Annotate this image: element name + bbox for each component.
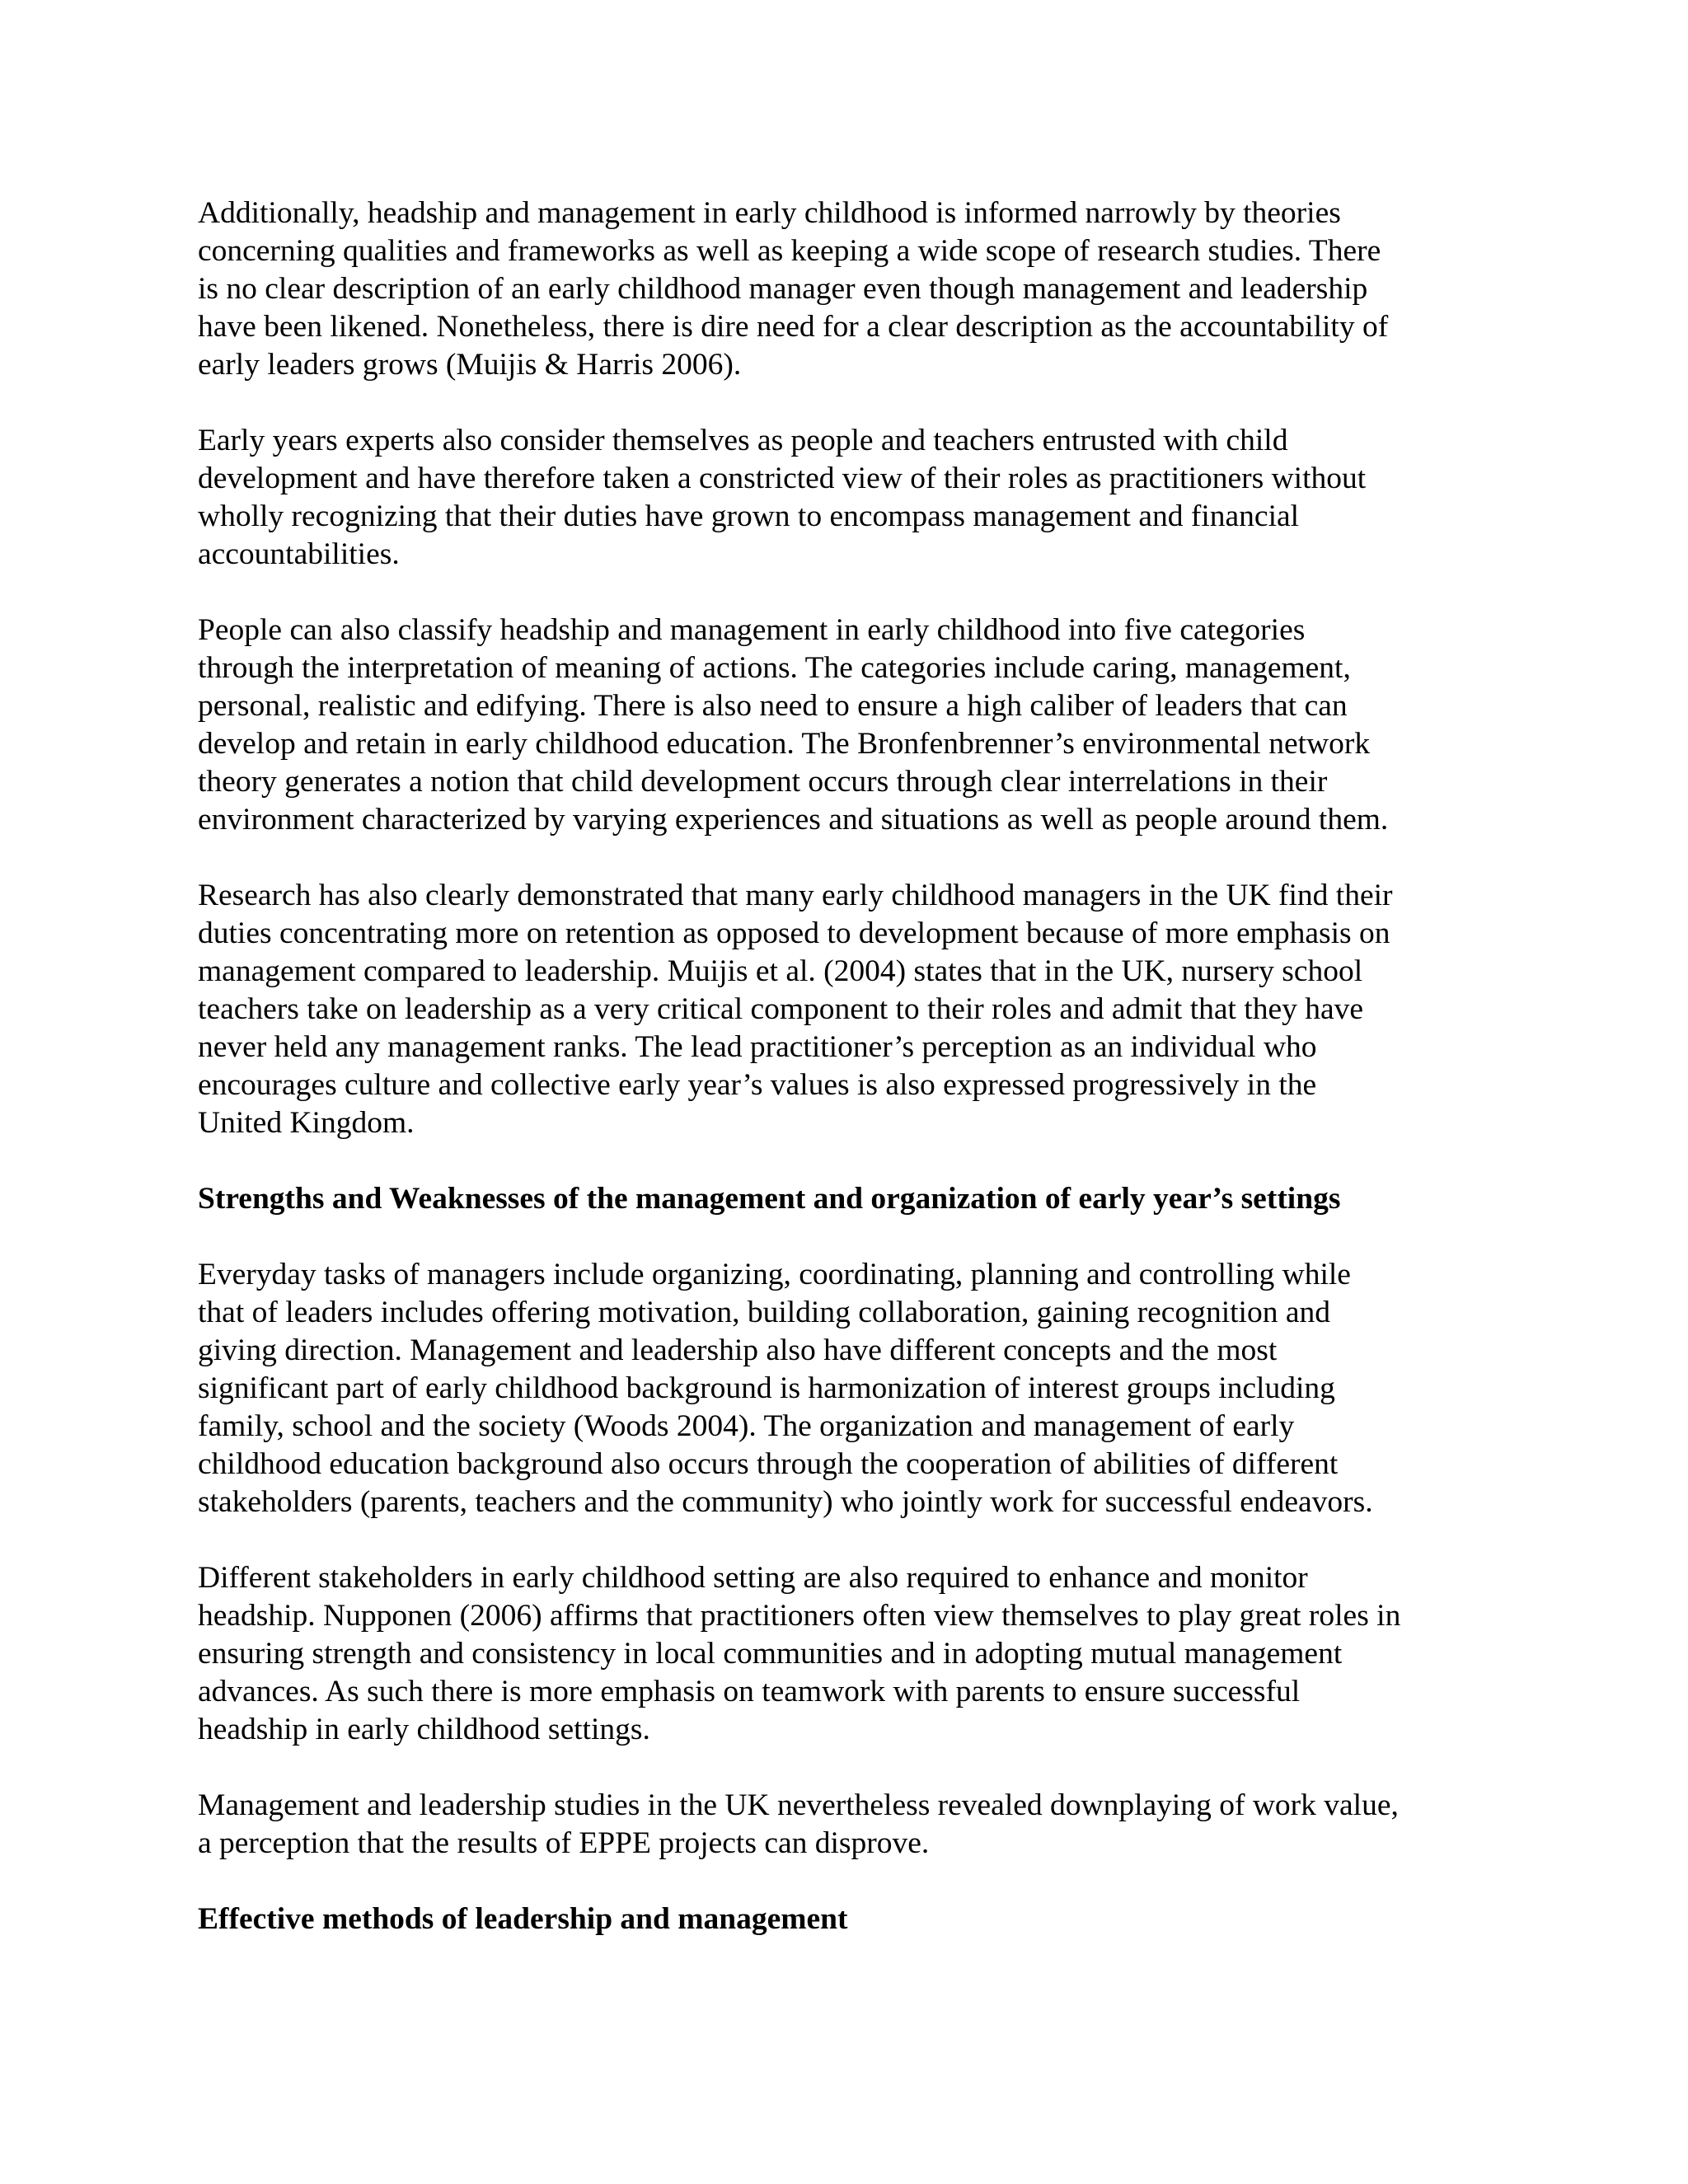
text-line: headship. Nupponen (2006) affirms that practitioners often view themselves to play great roles in	[198, 1599, 1401, 1633]
text-line: United Kingdom.	[198, 1106, 415, 1140]
text-line: Early years experts also consider themselves as people and teachers entrusted with child	[198, 424, 1288, 457]
text-line: develop and retain in early childhood education. The Bronfenbrenner’s environmental network	[198, 727, 1371, 761]
paragraph-headship-theories	[198, 194, 1517, 384]
text-line: ensuring strength and consistency in local communities and in adopting mutual management	[198, 1637, 1343, 1671]
text-line: theory generates a notion that child development occurs through clear interrelations in their	[198, 765, 1328, 799]
text-line: environment characterized by varying experiences and situations as well as people around them.	[198, 803, 1389, 837]
text-line: Management and leadership studies in the UK nevertheless revealed downplaying of work value,	[198, 1788, 1399, 1822]
paragraph-uk-studies	[198, 1787, 1517, 1863]
paragraph-five-categories	[198, 612, 1517, 839]
text-line: giving direction. Management and leadership also have different concepts and the most	[198, 1333, 1278, 1367]
text-line: through the interpretation of meaning of actions. The categories include caring, management,	[198, 651, 1351, 685]
text-line: early leaders grows (Muijis & Harris 2006).	[198, 348, 742, 382]
text-line: development and have therefore taken a constricted view of their roles as practitioners without	[198, 462, 1367, 495]
paragraph-research-uk	[198, 877, 1517, 1142]
text-line: concerning qualities and frameworks as well as keeping a wide scope of research studies. There	[198, 234, 1381, 268]
text-line: encourages culture and collective early year’s values is also expressed progressively in the	[198, 1068, 1317, 1102]
text-line: stakeholders (parents, teachers and the community) who jointly work for successful endeavors.	[198, 1485, 1373, 1519]
paragraph-early-years-experts	[198, 422, 1517, 574]
text-line: management compared to leadership. Muijis et al. (2004) states that in the UK, nursery school	[198, 954, 1363, 988]
paragraph-stakeholders	[198, 1559, 1517, 1749]
text-line: Additionally, headship and management in early childhood is informed narrowly by theories	[198, 196, 1341, 230]
section-heading-strengths-weaknesses: Strengths and Weaknesses of the management and organization of early year’s settings	[198, 1182, 1341, 1216]
text-line: Research has also clearly demonstrated that many early childhood managers in the UK find their	[198, 879, 1393, 912]
text-line: personal, realistic and edifying. There is also need to ensure a high caliber of leaders that can	[198, 689, 1348, 723]
document-body	[198, 194, 1517, 1976]
text-line: never held any management ranks. The lead practitioner’s perception as an individual who	[198, 1030, 1317, 1064]
text-line: Everyday tasks of managers include organizing, coordinating, planning and controlling while	[198, 1258, 1351, 1291]
text-line: have been likened. Nonetheless, there is dire need for a clear description as the accountability of	[198, 310, 1389, 344]
text-line: teachers take on leadership as a very critical component to their roles and admit that they have	[198, 992, 1364, 1026]
text-line: significant part of early childhood background is harmonization of interest groups including	[198, 1371, 1335, 1405]
text-line: family, school and the society (Woods 2004). The organization and management of early	[198, 1409, 1295, 1443]
text-line: headship in early childhood settings.	[198, 1713, 650, 1746]
text-line: duties concentrating more on retention as opposed to development because of more emphasis on	[198, 916, 1390, 950]
text-line: advances. As such there is more emphasis on teamwork with parents to ensure successful	[198, 1675, 1301, 1708]
text-line: childhood education background also occurs through the cooperation of abilities of different	[198, 1447, 1339, 1481]
paragraph-everyday-tasks	[198, 1256, 1517, 1521]
section-heading-effective-methods: Effective methods of leadership and management	[198, 1902, 848, 1936]
text-line: that of leaders includes offering motivation, building collaboration, gaining recognition and	[198, 1296, 1330, 1329]
text-line: People can also classify headship and management in early childhood into five categories	[198, 613, 1306, 647]
text-line: Different stakeholders in early childhood setting are also required to enhance and monitor	[198, 1561, 1308, 1595]
text-line: a perception that the results of EPPE projects can disprove.	[198, 1826, 930, 1860]
text-line: is no clear description of an early childhood manager even though management and leadership	[198, 272, 1368, 306]
text-line: accountabilities.	[198, 537, 400, 571]
text-line: wholly recognizing that their duties have grown to encompass management and financial	[198, 499, 1300, 533]
